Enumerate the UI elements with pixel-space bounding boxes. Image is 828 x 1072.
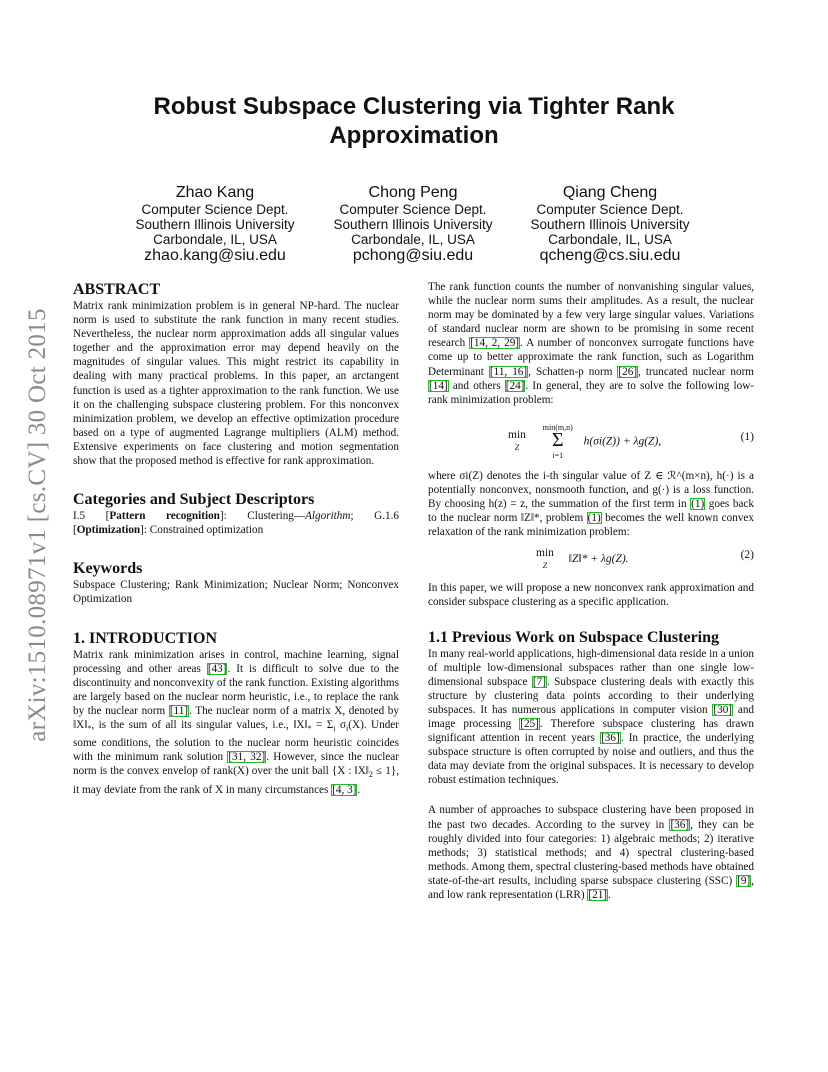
author-city: Carbondale, IL, USA xyxy=(548,232,672,247)
equation-1 xyxy=(428,413,754,463)
author-dept: Computer Science Dept. xyxy=(536,202,684,217)
abstract-heading: ABSTRACT xyxy=(73,281,161,298)
body-paragraph: In this paper, we will propose a new nonconvex rank approximation and consider subspace clustering as a specific application. xyxy=(428,582,754,609)
citation-link[interactable]: [14] xyxy=(429,379,448,392)
intro-heading: 1. INTRODUCTION xyxy=(73,629,218,647)
citation-link[interactable]: [9] xyxy=(737,874,751,887)
keywords-heading: Keywords xyxy=(73,560,143,578)
author-name: Chong Peng xyxy=(368,184,458,201)
eq-body: h(σi(Z)) + λg(Z), xyxy=(583,435,662,448)
categories-text: I.5 [Pattern recognition]: Clustering—Algorithm; G.1.6 [Optimization]: Constrained optimization xyxy=(73,510,400,537)
eq-number: (2) xyxy=(740,549,754,562)
body-paragraph: In many real-world applications, high-dimensional data reside in a union of multiple low-dimensional subspaces rather than one single low-dimensional subspace [7]. Subspace clustering deals with exactly this structure by clustering data points according to their underlying subspaces. It has numerous applications in computer vision [30] and image processing [25]. Therefore subspace clustering has drawn significant attention in recent years [36]. In practice, the underlying subspace structure is often corrupted by noise and outliers, and thus the data may deviate from the original subspaces. It is necessary to develop robust estimation techniques. xyxy=(428,647,755,787)
body-paragraph: The rank function counts the number of nonvanishing singular values, while the nuclear norm sums their amplitudes. As a result, the nuclear norm may be dominated by a few very large singular values. Variations of standard nuclear norm are shown to be promising in some recent research [14, 2, 29]. A number of nonconvex surrogate functions have come up to better approximate the rank function, such as Logarithm Determinant [11, 16], Schatten-p norm [26], truncated nuclear norm [14] and others [24]. In general, they are to solve the following low-rank minimization problem: xyxy=(428,281,755,406)
abstract-text: Matrix rank minimization problem is in general NP-hard. The nuclear norm is used to substitute the rank function in many recent studies. Nevertheless, the nuclear norm approximation adds all singular values together and the approximation error may depend heavily on the magnitudes of singular values. This might restrict its capability in dealing with many practical problems. In this paper, an arctangent function is used as a tighter approximation to the rank function. We use it on the challenging subspace clustering problem. For this nonconvex minimization problem, we develop an effective optimization procedure based on a type of augmented Lagrange multipliers (ALM) method. Extensive experiments on face clustering and motion segmentation show that the proposed method is effective for rank approximation. xyxy=(73,300,399,468)
eq-min-sub: Z xyxy=(514,443,520,453)
citation-link[interactable]: [43] xyxy=(207,662,227,675)
eq-min-sub: Z xyxy=(542,561,548,571)
left-column xyxy=(73,280,399,797)
eq-sum-symbol: Σ xyxy=(551,428,564,451)
eq-body: ‖Z‖* + λg(Z). xyxy=(568,553,629,566)
author-univ: Southern Illinois University xyxy=(530,217,690,232)
keywords-text: Subspace Clustering; Rank Minimization; Nuclear Norm; Nonconvex Optimization xyxy=(73,579,399,606)
author-dept: Computer Science Dept. xyxy=(141,202,289,217)
body-paragraph: A number of approaches to subspace clustering have been proposed in the past two decades. According to the survey in [36], they can be roughly divided into four categories: 1) algebraic methods; 2) iterative methods; 3) statistical methods; and 4) spectral clustering-based methods. Among them, spectral clustering-based methods have obtained state-of-the-art results, including sparse subspace clustering (SSC) [9], and low rank representation (LRR) [21]. xyxy=(428,804,754,901)
author-univ: Southern Illinois University xyxy=(135,217,295,232)
citation-link[interactable]: [21] xyxy=(588,889,608,901)
intro-text: Matrix rank minimization arises in control, machine learning, signal processing and other areas [43]. It is difficult to solve due to the discontinuity and nonconvexity of the rank function. Existing algorithms are largely based on the nuclear norm heuristic, i.e., to replace the rank by the nuclear norm [11]. The nuclear norm of a matrix X, denoted by $‖X‖_*$, is the sum of all its singular values, i.e., $‖X‖_* = \Sigma_i$ $\sigma_i(X)$. Under some conditions, the solution to the nuclear norm heuristic coincides with the minimum rank solution [31, 32]. However, since the nuclear norm is the convex envelop of rank(X) over the unit ball {X : $‖X‖_2 \le 1$}, it may deviate from the rank of X in many circumstances [4, 3]. xyxy=(73,648,399,796)
eq-min: min xyxy=(536,547,554,560)
citation-link[interactable]: [36] xyxy=(601,732,620,745)
eq-sum-sub: i=1 xyxy=(552,450,564,460)
citation-link[interactable]: [4, 3] xyxy=(332,783,357,796)
citation-link[interactable]: [11, 16] xyxy=(489,365,528,378)
citation-link[interactable]: [11] xyxy=(169,704,189,717)
citation-link[interactable]: [25] xyxy=(520,717,539,730)
author-dept: Computer Science Dept. xyxy=(339,202,487,217)
right-column xyxy=(428,280,754,902)
author-email: qcheng@cs.siu.edu xyxy=(539,247,681,264)
eq-min: min xyxy=(508,429,526,442)
eq-sum-sup: min(m,n) xyxy=(542,422,573,432)
equation-2 xyxy=(428,545,754,575)
subsection-heading: 1.1 Previous Work on Subspace Clustering xyxy=(428,628,720,646)
arxiv-stamp: arXiv:1510.08971v1 [cs.CV] 30 Oct 2015 xyxy=(24,308,51,742)
citation-link[interactable]: [26] xyxy=(618,365,638,378)
author-email: pchong@siu.edu xyxy=(352,247,474,264)
author-univ: Southern Illinois University xyxy=(333,217,493,232)
citation-link[interactable]: [30] xyxy=(713,703,733,716)
author-block-3 xyxy=(510,184,710,265)
categories-heading: Categories and Subject Descriptors xyxy=(73,491,315,509)
author-name: Zhao Kang xyxy=(175,184,255,201)
citation-link[interactable]: [31, 32] xyxy=(228,751,266,764)
equation-ref[interactable]: (1) xyxy=(587,512,601,525)
citation-link[interactable]: [36] xyxy=(670,818,690,831)
author-city: Carbondale, IL, USA xyxy=(351,232,475,247)
author-block-1 xyxy=(115,184,315,265)
paper-title: Robust Subspace Clustering via Tighter Rank Approximation xyxy=(153,93,675,149)
citation-link[interactable]: [7] xyxy=(532,675,546,688)
author-name: Qiang Cheng xyxy=(562,184,658,201)
citation-link[interactable]: [14, 2, 29] xyxy=(470,337,520,350)
citation-link[interactable]: [24] xyxy=(505,379,525,392)
equation-ref[interactable]: (1) xyxy=(691,498,705,511)
body-paragraph: where σi(Z) denotes the i-th singular value of Z ∈ ℛ^(m×n), h(·) is a potentially nonconvex, nonsmooth function, and g(·) is a loss function. By choosing h(z) = z, the summation of the first term in (1) goes back to the nuclear norm ‖Z‖*, problem (1) becomes the well known convex relaxation of the rank minimization problem: xyxy=(428,469,754,539)
author-email: zhao.kang@siu.edu xyxy=(144,247,286,264)
author-city: Carbondale, IL, USA xyxy=(153,232,277,247)
author-block-2 xyxy=(313,184,513,265)
eq-number: (1) xyxy=(740,430,754,443)
